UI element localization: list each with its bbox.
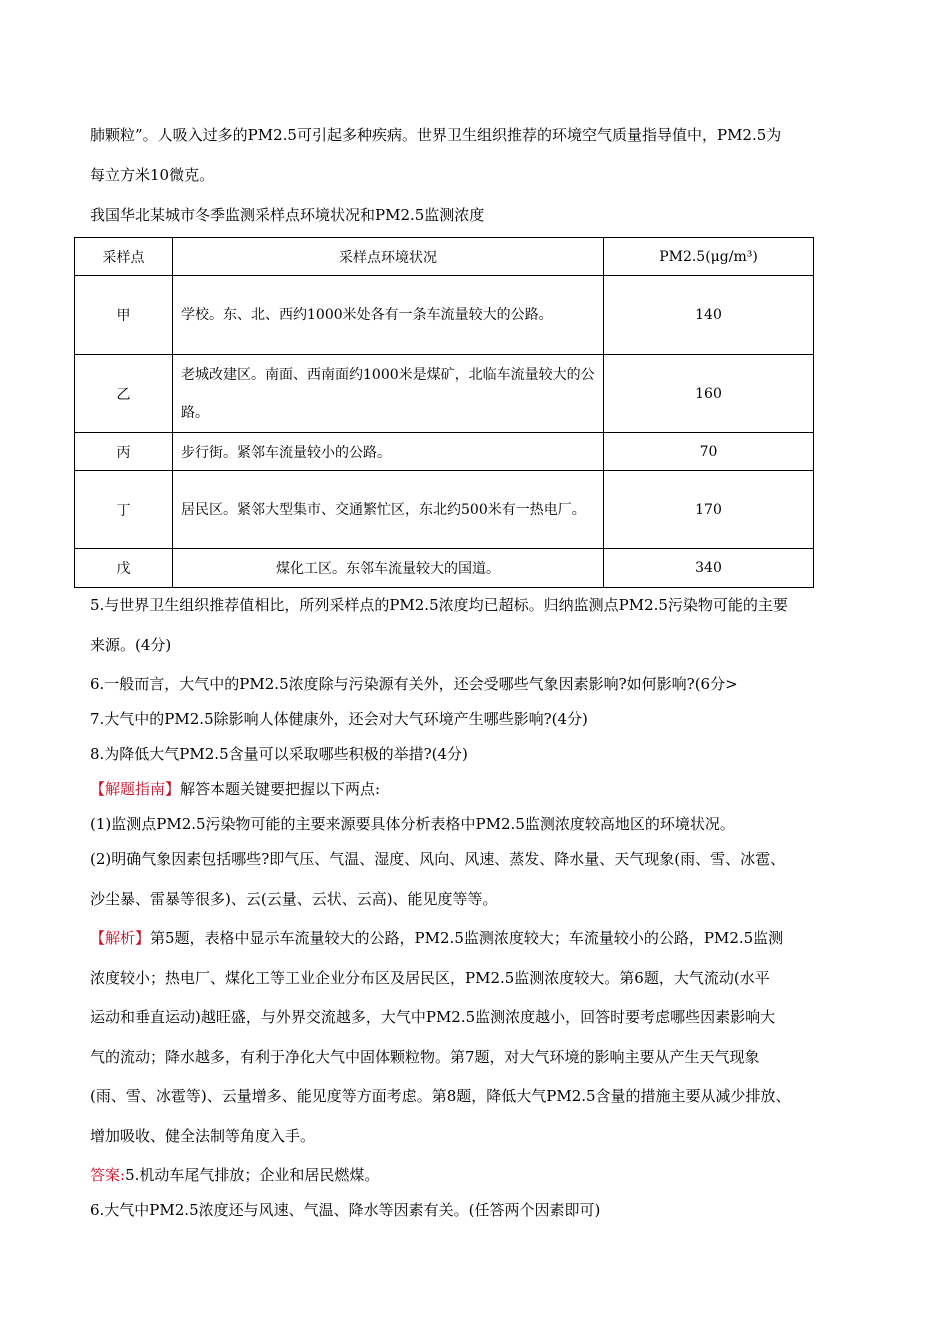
- analysis-first-line: [90, 928, 783, 948]
- guide-heading: [90, 779, 380, 799]
- cell-site: 甲: [75, 276, 173, 355]
- question-5-line-2: 来源。(4分): [90, 636, 172, 654]
- cell-env: 老城改建区。南面、西南面约1000米是煤矿，北临车流量较大的公路。: [173, 355, 604, 433]
- cell-value: 160: [604, 355, 814, 433]
- table-row: [75, 433, 814, 471]
- analysis-line: (雨、雪、冰雹等)、云量增多、能见度等方面考虑。第8题，降低大气PM2.5含量的措施主要从减少排放、: [90, 1087, 791, 1105]
- header-value: PM2.5(μg/m³): [604, 238, 814, 276]
- table-row: [75, 549, 814, 588]
- cell-env: 学校。东、北、西约1000米处各有一条车流量较大的公路。: [173, 276, 604, 355]
- pm25-table: [74, 237, 814, 588]
- question-6: 6.一般而言，大气中的PM2.5浓度除与污染源有关外，还会受哪些气象因素影响?如何影响?(6分>: [90, 675, 738, 693]
- cell-site: 戊: [75, 549, 173, 588]
- answer-text: 5.机动车尾气排放；企业和居民燃煤。: [125, 1166, 380, 1184]
- table-title: 我国华北某城市冬季监测采样点环境状况和PM2.5监测浓度: [90, 206, 485, 224]
- intro-line-2: 每立方米10微克。: [90, 166, 215, 184]
- cell-env: 步行街。紧邻车流量较小的公路。: [173, 433, 604, 471]
- cell-site: 丁: [75, 471, 173, 549]
- answer-tag: 答案:: [90, 1166, 126, 1184]
- analysis-line: 运动和垂直运动)越旺盛，与外界交流越多，大气中PM2.5监测浓度越小，回答时要考虑哪些因素影响大: [90, 1008, 776, 1026]
- question-7: 7.大气中的PM2.5除影响人体健康外，还会对大气环境产生哪些影响?(4分): [90, 710, 588, 728]
- analysis-first-text: 第5题，表格中显示车流量较大的公路，PM2.5监测浓度较大；车流量较小的公路，PM2.5监测: [150, 929, 784, 947]
- answer-line-6: 6.大气中PM2.5浓度还与风速、气温、降水等因素有关。(任答两个因素即可): [90, 1201, 601, 1219]
- table-row: [75, 471, 814, 549]
- analysis-line: 增加吸收、健全法制等角度入手。: [90, 1127, 316, 1145]
- guide-line-1: (1)监测点PM2.5污染物可能的主要来源要具体分析表格中PM2.5监测浓度较高地区的环境状况。: [90, 815, 735, 833]
- header-env: 采样点环境状况: [173, 238, 604, 276]
- analysis-line: 浓度较小；热电厂、煤化工等工业企业分布区及居民区，PM2.5监测浓度较大。第6题，大气流动(水平: [90, 969, 770, 987]
- answer-line-5: [90, 1165, 379, 1185]
- cell-value: 340: [604, 549, 814, 588]
- cell-value: 70: [604, 433, 814, 471]
- guide-line-2: (2)明确气象因素包括哪些?即气压、气温、湿度、风向、风速、蒸发、降水量、天气现象(雨、雪、冰雹、: [90, 850, 786, 868]
- analysis-line: 气的流动；降水越多，有利于净化大气中固体颗粒物。第7题，对大气环境的影响主要从产生天气现象: [90, 1048, 760, 1066]
- question-5-line-1: 5.与世界卫生组织推荐值相比，所列采样点的PM2.5浓度均已超标。归纳监测点PM2.5污染物可能的主要: [90, 596, 788, 614]
- table-row: [75, 276, 814, 355]
- guide-text: 解答本题关键要把握以下两点:: [180, 780, 381, 798]
- header-site: 采样点: [75, 238, 173, 276]
- cell-env: 居民区。紧邻大型集市、交通繁忙区，东北约500米有一热电厂。: [173, 471, 604, 549]
- cell-env: 煤化工区。东邻车流量较大的国道。: [173, 549, 604, 588]
- analysis-tag: 【解析】: [90, 929, 151, 947]
- table-row: [75, 355, 814, 433]
- intro-line-1: 肺颗粒”。人吸入过多的PM2.5可引起多种疾病。世界卫生组织推荐的环境空气质量指导值中，PM2.5为: [90, 126, 782, 144]
- cell-value: 170: [604, 471, 814, 549]
- question-8: 8.为降低大气PM2.5含量可以采取哪些积极的举措?(4分): [90, 745, 468, 763]
- guide-tag: 【解题指南】: [90, 780, 181, 798]
- cell-site: 乙: [75, 355, 173, 433]
- cell-site: 丙: [75, 433, 173, 471]
- table-header-row: [75, 238, 814, 276]
- guide-line-3: 沙尘暴、雷暴等很多)、云(云量、云状、云高)、能见度等等。: [90, 890, 498, 908]
- cell-value: 140: [604, 276, 814, 355]
